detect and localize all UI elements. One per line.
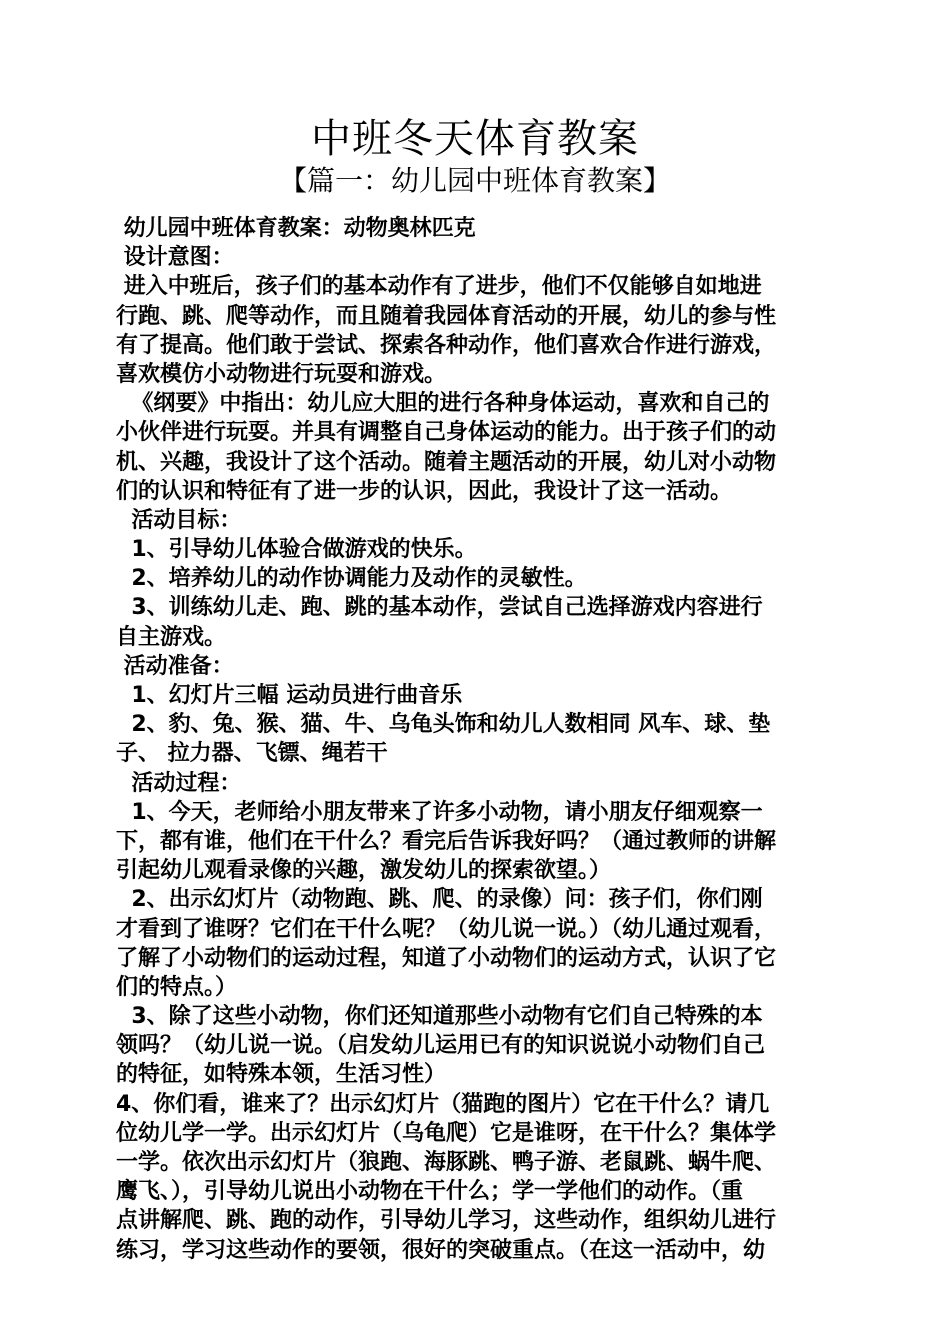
text-line: 机、兴趣，我设计了这个活动。随着主题活动的开展，幼儿对小动物 xyxy=(116,449,777,475)
text-line: 们的认识和特征有了进一步的认识，因此，我设计了这一活动。 xyxy=(116,478,733,504)
text-line: 行跑、跳、爬等动作，而且随着我园体育活动的开展，幼儿的参与性 xyxy=(116,303,777,329)
text-line: 4、你们看，谁来了？出示幻灯片（猫跑的图片）它在干什么？请几 xyxy=(116,1091,770,1117)
text-line: 自主游戏。 xyxy=(116,624,227,650)
text-line: 有了提高。他们敢于尝试、探索各种动作，他们喜欢合作进行游戏， xyxy=(116,332,777,358)
text-line: 活动准备： xyxy=(116,653,234,679)
text-line: 3、除了这些小动物，你们还知道那些小动物有它们自己特殊的本 xyxy=(116,1004,763,1030)
text-line: 3、训练幼儿走、跑、跳的基本动作，尝试自己选择游戏内容进行 xyxy=(116,595,763,621)
text-line: 鹰飞、），引导幼儿说出小动物在干什么；学一学他们的动作。（重 xyxy=(116,1179,744,1205)
text-line: 1、引导幼儿体验合做游戏的快乐。 xyxy=(116,537,477,563)
text-line: 2、出示幻灯片（动物跑、跳、爬、的录像）问：孩子们，你们刚 xyxy=(116,887,763,913)
text-line: 2、培养幼儿的动作协调能力及动作的灵敏性。 xyxy=(116,566,587,592)
text-line: 进入中班后，孩子们的基本动作有了进步，他们不仅能够自如地进 xyxy=(116,274,762,300)
text-line: 才看到了谁呀？它们在干什么呢？（幼儿说一说。）（幼儿通过观看， xyxy=(116,916,777,942)
text-line: 引起幼儿观看录像的兴趣，激发幼儿的探索欲望。） xyxy=(116,858,612,884)
document-subtitle: 【篇一：幼儿园中班体育教案】 xyxy=(278,164,671,197)
text-line: 子、 拉力器、飞镖、绳若干 xyxy=(116,741,388,767)
text-line: 设计意图： xyxy=(116,245,234,271)
text-line: 领吗？（幼儿说一说。（启发幼儿运用已有的知识说说小动物们自己 xyxy=(116,1033,766,1059)
document-title: 中班冬天体育教案 xyxy=(311,116,639,162)
text-line: 2、豹、兔、猴、猫、牛、乌龟头饰和幼儿人数相同 风车、球、垫 xyxy=(116,712,771,738)
text-line: 喜欢模仿小动物进行玩耍和游戏。 xyxy=(116,361,447,387)
text-line: 了解了小动物们的运动过程，知道了小动物们的运动方式，认识了它 xyxy=(116,945,777,971)
text-line: 1、幻灯片三幅 运动员进行曲音乐 xyxy=(116,683,463,708)
text-line: 1、今天，老师给小朋友带来了许多小动物，请小朋友仔细观察一 xyxy=(116,799,763,825)
text-line: 们的特点。） xyxy=(116,974,238,1000)
text-line: 位幼儿学一学。出示幻灯片（乌龟爬）它是谁呀，在干什么？集体学 xyxy=(116,1120,777,1146)
text-line: 点讲解爬、跳、跑的动作，引导幼儿学习，这些动作，组织幼儿进行 xyxy=(116,1208,777,1234)
text-line: 的特征，如特殊本领，生活习性） xyxy=(116,1062,447,1088)
text-line: 下，都有谁，他们在干什么？看完后告诉我好吗？（通过教师的讲解 xyxy=(116,828,777,854)
text-line: 练习，学习这些动作的要领，很好的突破重点。（在这一活动中，幼 xyxy=(116,1237,766,1263)
text-line: 一学。依次出示幻灯片（狼跑、海豚跳、鸭子游、老鼠跳、蜗牛爬、 xyxy=(116,1150,777,1175)
text-line: 活动过程： xyxy=(116,770,242,796)
text-line: 幼儿园中班体育教案：动物奥林匹克 xyxy=(116,216,476,241)
document-body xyxy=(116,214,838,1265)
text-line: 活动目标： xyxy=(116,507,242,533)
text-line: 《纲要》中指出：幼儿应大胆的进行各种身体运动，喜欢和自己的 xyxy=(116,391,770,417)
text-line: 小伙伴进行玩耍。并具有调整自己身体运动的能力。出于孩子们的动 xyxy=(116,420,777,446)
